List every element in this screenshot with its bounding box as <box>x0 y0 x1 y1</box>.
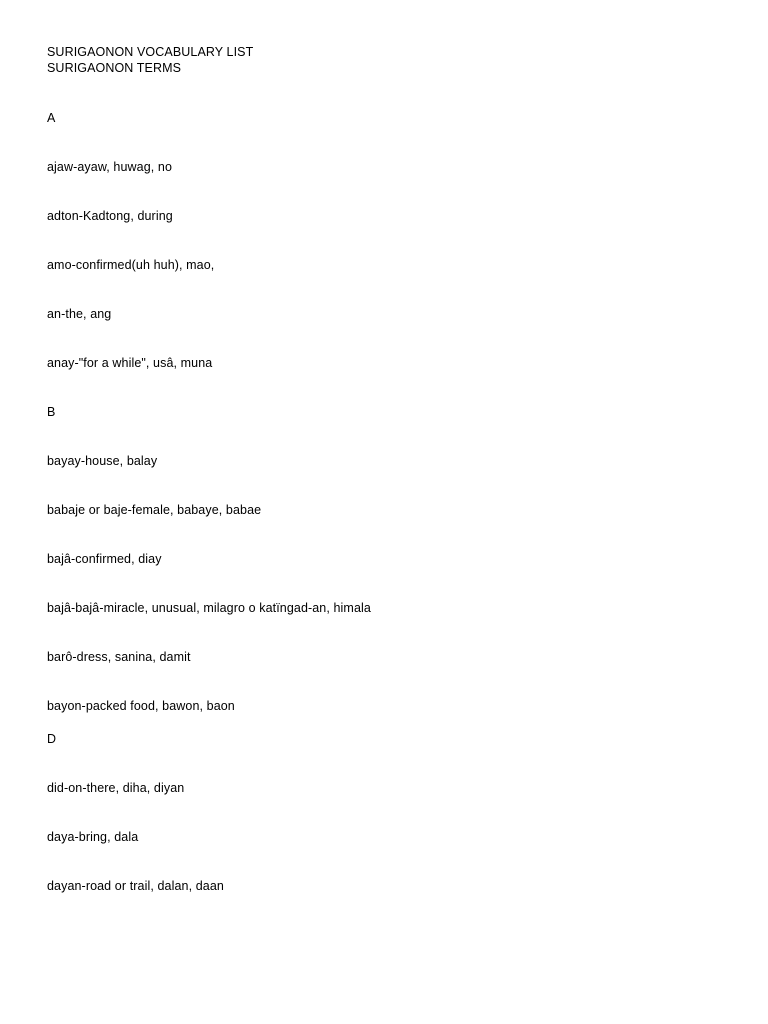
document-title: SURIGAONON VOCABULARY LIST <box>47 45 254 59</box>
vocab-entry: amo-confirmed(uh huh), mao, <box>47 258 215 272</box>
vocab-entry: an-the, ang <box>47 307 112 321</box>
document-subtitle: SURIGAONON TERMS <box>47 61 182 75</box>
section-letter-d: D <box>47 732 57 746</box>
section-letter-a: A <box>47 111 56 125</box>
vocab-entry: bayay-house, balay <box>47 454 158 468</box>
vocab-entry: anay-"for a while", usâ, muna <box>47 356 213 370</box>
vocab-entry: bayon-packed food, bawon, baon <box>47 699 235 713</box>
vocab-entry: dayan-road or trail, dalan, daan <box>47 879 224 893</box>
section-letter-b: B <box>47 405 56 419</box>
vocab-entry: did-on-there, diha, diyan <box>47 781 185 795</box>
vocab-entry: bajâ-confirmed, diay <box>47 552 162 566</box>
vocab-entry: adton-Kadtong, during <box>47 209 173 223</box>
vocab-entry: babaje or baje-female, babaye, babae <box>47 503 262 517</box>
vocab-entry: daya-bring, dala <box>47 830 139 844</box>
vocab-entry: ajaw-ayaw, huwag, no <box>47 160 172 174</box>
vocab-entry: barô-dress, sanina, damit <box>47 650 191 664</box>
vocab-entry: bajâ-bajâ-miracle, unusual, milagro o katïngad-an, himala <box>47 601 371 615</box>
